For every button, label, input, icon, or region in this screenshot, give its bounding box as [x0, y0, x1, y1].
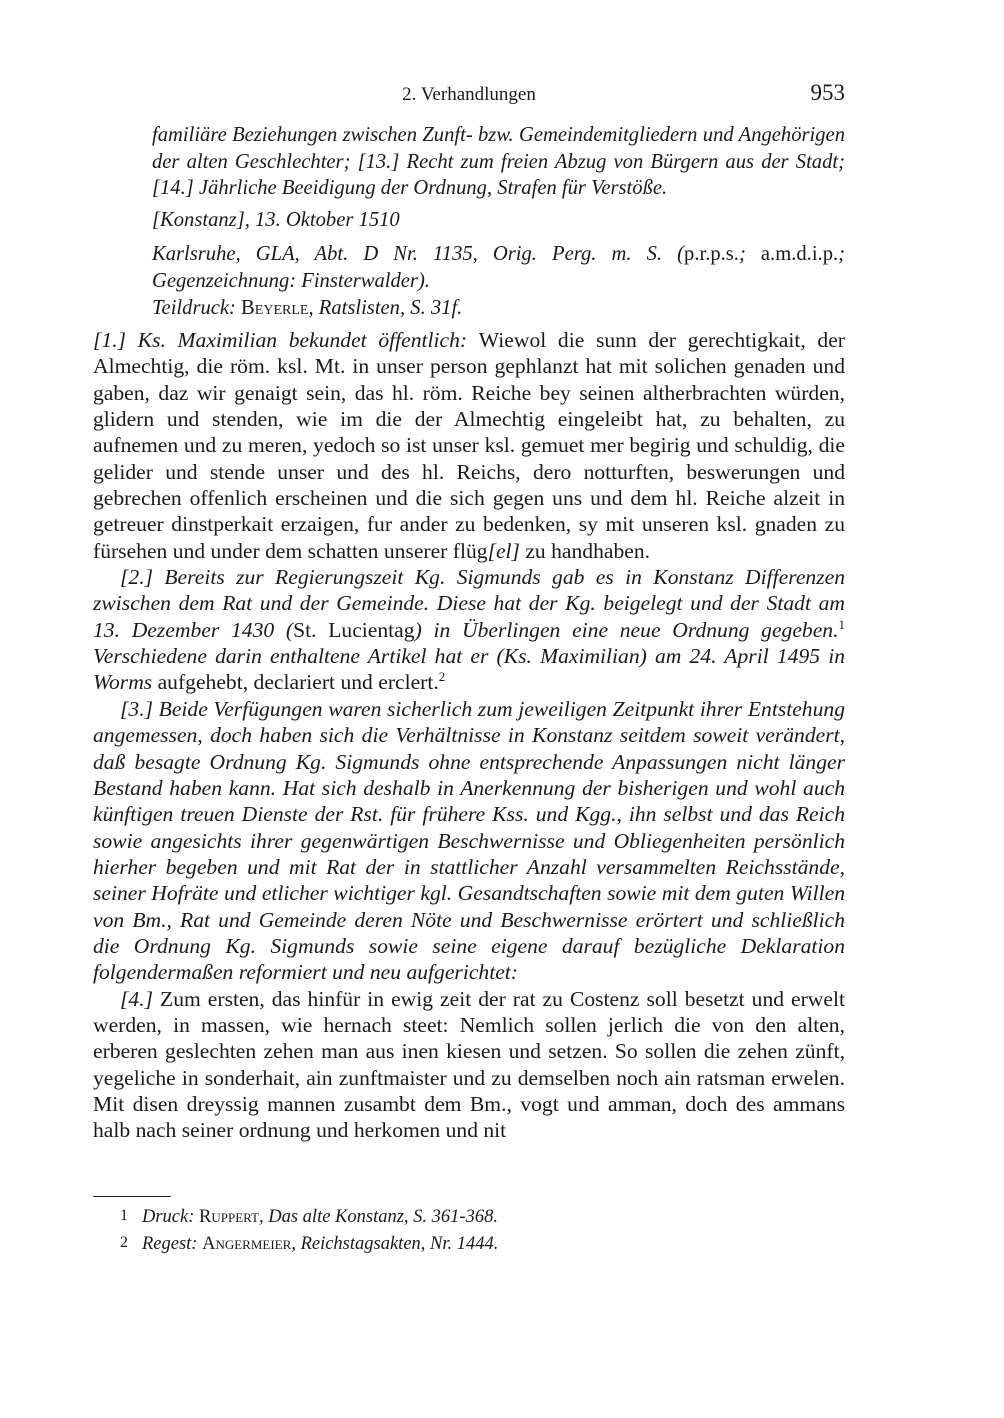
partprint-label: Teildruck: — [152, 297, 242, 319]
paragraph-1-insert: [el] — [487, 538, 520, 563]
partprint-author: Beyerle — [241, 297, 309, 319]
partial-print-reference — [152, 295, 845, 322]
footnote-1-label: Druck: — [142, 1207, 200, 1227]
footnote-2-rest: , Reichstagsakten, Nr. 1444. — [291, 1234, 499, 1254]
footnote-2 — [120, 1230, 840, 1257]
paragraph-2-part-a: [2.] Bereits zur Regierungszeit Kg. Sigmunds gab es in Konstanz Differenzen zwischen dem Rat und der Gemeinde. Diese hat der Kg. beigelegt und der Stadt am 13. Dezember 1430 ( — [93, 565, 845, 642]
paragraph-2-part-d: Verschiedene darin enthaltene Artikel hat er (Ks. Maximilian) am 24. April 1495 in Worms — [93, 644, 845, 695]
archive-separator: ; — [738, 243, 761, 265]
paragraph-2-feast-day: St. Lucientag — [293, 617, 415, 642]
running-head — [93, 80, 845, 108]
footnote-1-author: Ruppert — [199, 1207, 259, 1227]
footnote-ref-1[interactable]: 1 — [838, 616, 845, 632]
footnote-2-number: 2 — [120, 1234, 128, 1251]
archive-reference — [152, 241, 845, 294]
paragraph-2-part-c: ) in Überlingen eine neue Ordnung gegeben. — [414, 617, 839, 642]
footnote-2-label: Regest: — [142, 1234, 203, 1254]
paragraph-1-marker: [1.] Ks. Maximilian bekundet öffentlich: — [93, 328, 479, 352]
paragraph-4-text: Zum ersten, das hinfür in ewig zeit der rat zu Costenz soll besetzt und erwelt werden, in massen, wie hernach steet: Nemlich sollen jerlich die von den alten, erberen geslechten zehen man aus inen kiesen und setzen. So sollen die zehen zünft, yegeliche in sonderhait, ain zunftmaister und zu demselben noch ain ratsman erwelen. Mit disen dreyssig mannen zusambt dem Bm., vogt und amman, doch des ammans halb nach seiner ordnung und herkomen und nit — [93, 986, 845, 1143]
archive-abbr-amdip: a.m.d.i.p. — [760, 243, 839, 265]
paragraph-3: [3.] Beide Verfügungen waren sicherlich zum jeweiligen Zeitpunkt ihrer Entstehung angemessen, doch haben sich die Verhältnisse in Konstanz seitdem soweit verändert, daß besagte Ordnung Kg. Sigmunds ohne entsprechende Anpassungen nicht länger Bestand haben kann. Hat sich deshalb in Anerkennung der bisherigen und wohl auch künftigen treuen Dienste der Rst. für frühere Kss. und Kgg., ihn selbst und das Reich sowie angesichts ihrer gegenwärtigen Beschwernisse und Obliegenheiten persönlich hierher begeben und mit Rat der in stattlicher Anzahl versammelten Reichsstände, seiner Hofräte und etlicher wichtiger kgl. Gesandtschaften sowie mit dem guten Willen von Bm., Rat und Gemeinde deren Nöte und Beschwernisse erörtert und schließlich die Ordnung Kg. Sigmunds sowie seine eigene darauf bezügliche Deklaration folgendermaßen reformiert und neu aufgerichtet: — [93, 696, 845, 985]
paragraph-1-text: Wiewol die sunn der gerechtigkait, der Almechtig, die röm. ksl. Mt. in unser person gephlanzt hat mit solichen genaden und gaben, daz wir genaigt sein, das hl. röm. Reiche bey seinen altherbrachten würden, glidern und stenden, wie im die der Almechtig eingeleibt hat, zu behalten, zu aufnemen und zu meren, yedoch so ist unser ksl. gemuet mer begirig und schuldig, die gelider und stende unser und des hl. Reichs, dero notturften, beswerungen und gebrechen offenlich erscheinen und die sich gegen uns und dem hl. Reiche alzeit in getreuer dinstperkait erzaigen, fur ander zu bedenken, sy mit unseren ksl. gnaden zu fürsehen und under dem schatten unserer flüg — [93, 328, 845, 563]
footnote-1 — [120, 1203, 840, 1230]
document-abstract: familiäre Beziehungen zwischen Zunft- bzw. Gemeindemitgliedern und Angehörigen der alten Geschlechter; [13.] Recht zum freien Abzug von Bürgern aus der Stadt; [14.] Jährliche Beeidigung der Ordnung, Strafen für Verstöße. — [152, 124, 845, 200]
paragraph-4 — [93, 986, 845, 1144]
footnotes — [120, 1203, 840, 1257]
paragraph-1-tail: zu handhaben. — [519, 538, 651, 563]
archive-abbr-prps: p.r.p.s. — [684, 243, 739, 265]
archive-countersign: ; Gegenzeichnung: Finsterwalder). — [152, 243, 845, 292]
footnote-ref-2[interactable]: 2 — [438, 669, 446, 685]
date-line: [Konstanz], 13. Oktober 1510 — [152, 209, 400, 231]
footnote-1-rest: , Das alte Konstanz, S. 361-368. — [259, 1207, 498, 1227]
paragraph-2-part-e: aufgehebt, declariert und erclert. — [152, 670, 439, 695]
footnote-1-number: 1 — [120, 1207, 128, 1224]
footnote-2-author: Angermeier — [202, 1234, 292, 1254]
page-number: 953 — [810, 80, 845, 105]
paragraph-1 — [93, 327, 845, 564]
running-title: 2. Verhandlungen — [402, 84, 536, 105]
partprint-work: , Ratslisten, S. 31f. — [308, 297, 463, 319]
paragraph-2 — [93, 564, 845, 696]
body-text — [93, 327, 845, 1144]
archive-text: Karlsruhe, GLA, Abt. D Nr. 1135, Orig. Perg. m. S. ( — [152, 243, 685, 265]
paragraph-4-marker: [4.] — [120, 986, 154, 1011]
footnote-rule — [93, 1196, 171, 1197]
